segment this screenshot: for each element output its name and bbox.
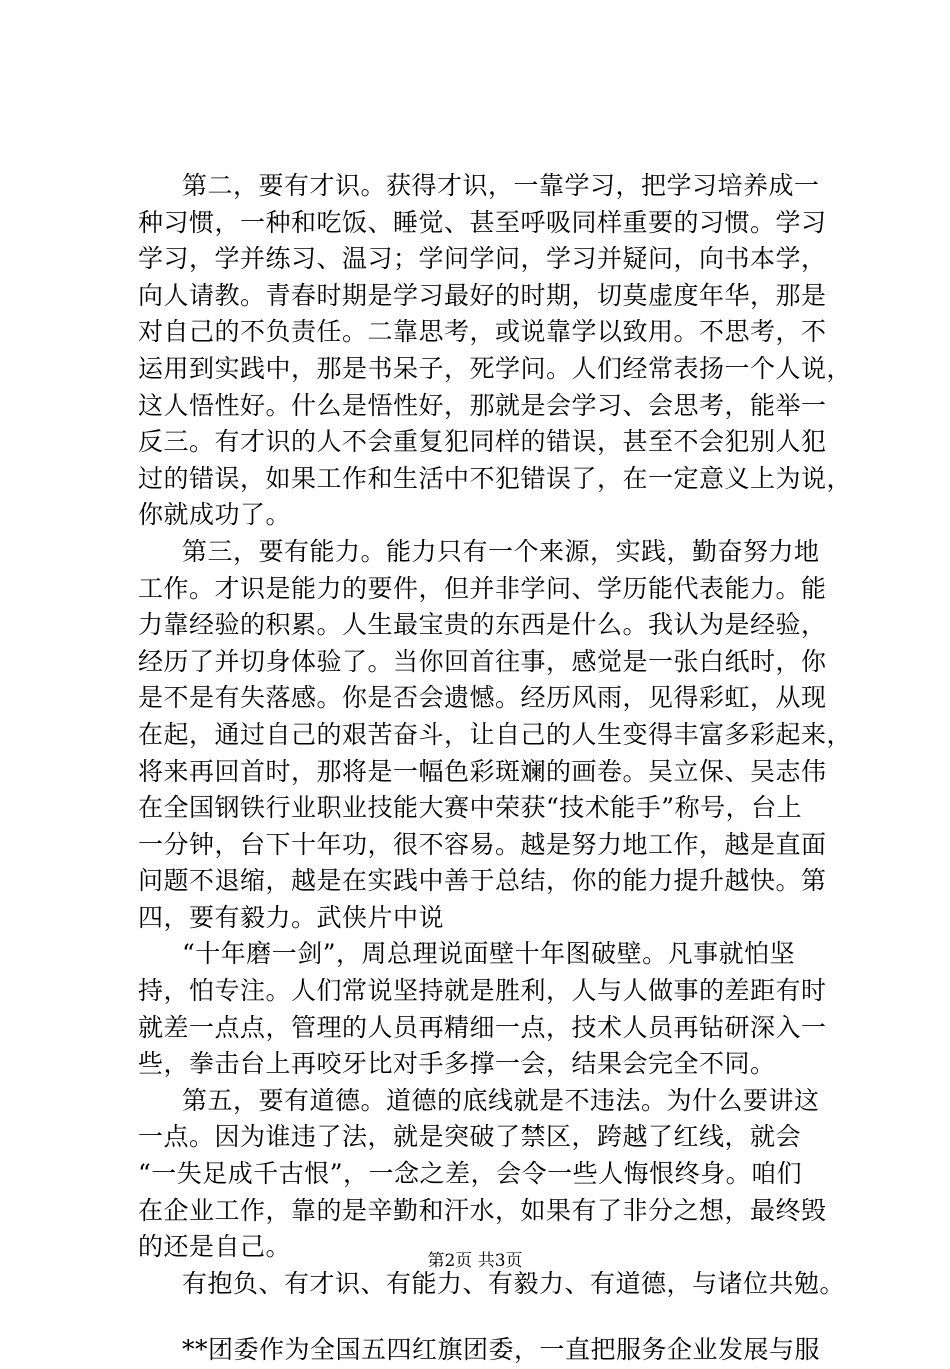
paragraph-line: 种习惯，一种和吃饭、睡觉、甚至呼吸同样重要的习惯。学习 xyxy=(138,207,827,237)
paragraph-line: 第五，要有道德。道德的底线就是不违法。为什么要讲这 xyxy=(182,1085,820,1115)
page-footer: 第2页 共3页 xyxy=(427,1251,523,1271)
paragraph-line: 问题不退缩，越是在实践中善于总结，你的能力提升越快。第 xyxy=(138,866,827,896)
paragraph-line: 就差一点点，管理的人员再精细一点，技术人员再钻研深入一 xyxy=(138,1012,827,1042)
paragraph-line: 在全国钢铁行业职业技能大赛中荣获“技术能手”称号，台上 xyxy=(138,793,803,823)
paragraph-line: 你就成功了。 xyxy=(138,500,292,530)
paragraph-line: 是不是有失落感。你是否会遗憾。经历风雨，见得彩虹，从现 xyxy=(138,683,827,713)
paragraph-line: 运用到实践中，那是书呆子，死学问。人们经常表扬一个人说， xyxy=(138,353,853,383)
paragraph-line: 向人请教。青春时期是学习最好的时期，切莫虚度年华，那是 xyxy=(138,280,827,310)
paragraph-line: 第二，要有才识。获得才识，一靠学习，把学习培养成一 xyxy=(182,171,820,200)
paragraph-line: 学习，学并练习、温习；学问学问，学习并疑问，向书本学， xyxy=(138,244,827,274)
paragraph-line: 经历了并切身体验了。当你回首往事，感觉是一张白纸时，你 xyxy=(138,646,827,676)
paragraph-line: 的还是自己。 xyxy=(138,1232,292,1262)
body-text xyxy=(138,168,853,1369)
paragraph-line: 在企业工作，靠的是辛勤和汗水，如果有了非分之想，最终毁 xyxy=(138,1195,827,1225)
paragraph-line: 这人悟性好。什么是悟性好，那就是会学习、会思考，能举一 xyxy=(138,390,827,420)
paragraph-line: 一点。因为谁违了法，就是突破了禁区，跨越了红线，就会 xyxy=(138,1122,802,1152)
paragraph-line: 四，要有毅力。武侠片中说 xyxy=(138,902,445,932)
paragraph-line: 将来再回首时，那将是一幅色彩斑斓的画卷。吴立保、吴志伟 xyxy=(138,756,827,786)
paragraph-line: 一分钟，台下十年功，很不容易。越是努力地工作，越是直面 xyxy=(138,829,827,859)
paragraph-line: “十年磨一剑”，周总理说面壁十年图破壁。凡事就怕坚 xyxy=(182,939,796,969)
paragraph-line: 些，拳击台上再咬牙比对手多撑一会，结果会完全不同。 xyxy=(138,1049,776,1079)
paragraph-line: 持，怕专注。人们常说坚持就是胜利，人与人做事的差距有时 xyxy=(138,976,827,1006)
paragraph-line: 工作。才识是能力的要件，但并非学问、学历能代表能力。能 xyxy=(138,573,827,603)
paragraph-line: 对自己的不负责任。二靠思考，或说靠学以致用。不思考，不 xyxy=(138,317,827,347)
paragraph-line: 有抱负、有才识、有能力、有毅力、有道德，与诸位共勉。 xyxy=(182,1268,846,1298)
paragraph-line: 反三。有才识的人不会重复犯同样的错误，甚至不会犯别人犯 xyxy=(138,427,827,457)
paragraph-line: “一失足成千古恨”，一念之差，会令一些人悔恨终身。咱们 xyxy=(138,1159,803,1189)
paragraph-line: 力靠经验的积累。人生最宝贵的东西是什么。我认为是经验， xyxy=(138,610,827,640)
paragraph-line: **团委作为全国五四红旗团委，一直把服务企业发展与服 xyxy=(182,1335,821,1365)
paragraph-line: 第三，要有能力。能力只有一个来源，实践，勤奋努力地 xyxy=(182,536,820,566)
paragraph-line: 在起，通过自己的艰苦奋斗，让自己的人生变得丰富多彩起来， xyxy=(138,719,853,749)
paragraph-line: 过的错误，如果工作和生活中不犯错误了，在一定意义上为说， xyxy=(138,463,853,493)
